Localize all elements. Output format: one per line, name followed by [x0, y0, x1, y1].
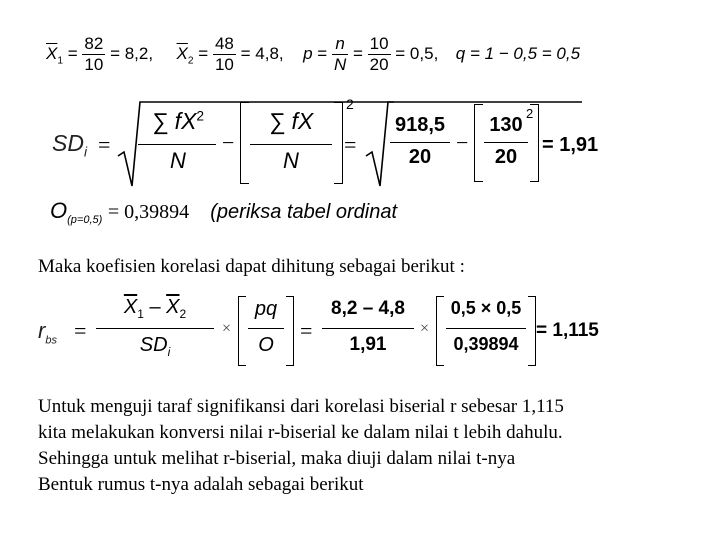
ordinat-value: = 0,39894 — [107, 201, 190, 223]
sum-fx-denominator: N — [283, 148, 299, 173]
x1-numerator: 82 — [84, 34, 104, 53]
x2-fraction — [213, 34, 236, 75]
p-denominator-numeric: 20 — [369, 55, 389, 74]
p-numerator-numeric: 10 — [369, 34, 389, 53]
p-fraction-numeric — [368, 34, 391, 75]
sd-denominator-value: 20 — [408, 146, 432, 168]
rbs-numerator: $\overline{X}_1 - \overline{X}_2$ — [123, 296, 187, 321]
conclusion-paragraph — [38, 394, 564, 498]
rbs-formula: $r_{bs}$ = $\overline{X}_1 - \overline{X}_2$ $SD_i$ × pq O = 8,2 – 4,8 1,91 × 0,5 × 0,5 0,39894 = 1,115 — [38, 292, 598, 372]
x2-denominator: 10 — [214, 55, 234, 74]
o-denominator: O — [258, 334, 274, 356]
sd-numerator-value: 918,5 — [394, 114, 446, 136]
x1-symbol: $\overline{X}$ — [46, 43, 58, 63]
sum-fx2-denominator: N — [170, 148, 186, 173]
p-numerator-symbolic: n — [335, 34, 345, 53]
rbs-den-value-2: 0,39894 — [453, 334, 519, 354]
sum-fx2-numerator: ∑ $fX^2$ — [151, 108, 205, 134]
sd-denominator-value-2: 20 — [494, 146, 518, 168]
p-result: = 0,5, — [395, 43, 439, 63]
ordinat-note: (periksa tabel ordinat — [210, 201, 398, 223]
rbs-num-value: 8,2 – 4,8 — [331, 298, 405, 319]
q-expression: q = 1 − 0,5 = 0,5 — [455, 43, 581, 63]
sum-fx-numerator: ∑ fX — [268, 108, 314, 134]
x1-result: = 8,2, — [110, 43, 154, 63]
sd-result: = 1,91 — [542, 134, 599, 156]
x2-result: = 4,8, — [240, 43, 284, 63]
x2-symbol: $\overline{X}$ — [176, 43, 188, 63]
ordinat-line — [50, 198, 397, 226]
pq-numerator: pq — [254, 298, 278, 320]
intro-sentence: Maka koefisien korelasi dapat dihitung sebagai berikut : — [38, 256, 465, 277]
p-fraction-symbolic — [332, 34, 348, 75]
rbs-den-value: 1,91 — [349, 334, 387, 355]
rbs-lhs: $r_{bs}$ — [38, 318, 57, 347]
sd-formula: $SD_i$ = ∑ $fX^2$ N − ∑ fX N 2 = 918,5 20 − 130 20 2 = 1,91 — [50, 96, 670, 192]
paragraph-line: Untuk menguji taraf signifikansi dari korelasi biserial r sebesar 1,115 — [38, 396, 564, 417]
rbs-result: = 1,115 — [536, 320, 599, 341]
ordinat-symbol: O — [50, 198, 68, 223]
rbs-num-value-2: 0,5 × 0,5 — [450, 298, 522, 318]
x1-fraction — [82, 34, 105, 75]
ordinat-subscript: (p=0,5) — [67, 214, 103, 226]
x1-denominator: 10 — [84, 55, 104, 74]
square-exponent-1: 2 — [346, 96, 354, 112]
paragraph-line: kita melakukan konversi nilai r-biserial ke dalam nilai t lebih dahulu. — [38, 422, 563, 443]
left-bracket-1 — [240, 102, 249, 184]
paragraph-line: Sehingga untuk melihat r-biserial, maka diuji dalam nilai t-nya — [38, 448, 516, 469]
x2-subscript: 2 — [187, 55, 194, 67]
mean-formula-line: $\overline{X}_1$ = $\frac{82}{10}$ = 8,2, $\overline{X}_2$ = $\frac{48}{10}$ = 4,8, p = $\frac{n}{N}$ = $\frac{10}{20}$ = 0,5, q = 1 − 0,5 = 0,5 — [46, 34, 581, 74]
paragraph-line: Bentuk rumus t-nya adalah sebagai berikut — [38, 474, 364, 495]
sd-numerator-value-2: 130 — [489, 114, 523, 136]
p-denominator-symbolic: N — [333, 55, 347, 74]
p-symbol: p — [303, 43, 313, 63]
square-exponent-2: 2 — [526, 106, 534, 121]
left-bracket-2 — [474, 104, 483, 182]
x2-numerator: 48 — [214, 34, 234, 53]
right-bracket-1 — [334, 102, 343, 184]
rbs-denominator: $SD_i$ — [139, 334, 171, 359]
sd-lhs: $SD_i$ — [52, 130, 88, 160]
x1-subscript: 1 — [57, 55, 64, 67]
